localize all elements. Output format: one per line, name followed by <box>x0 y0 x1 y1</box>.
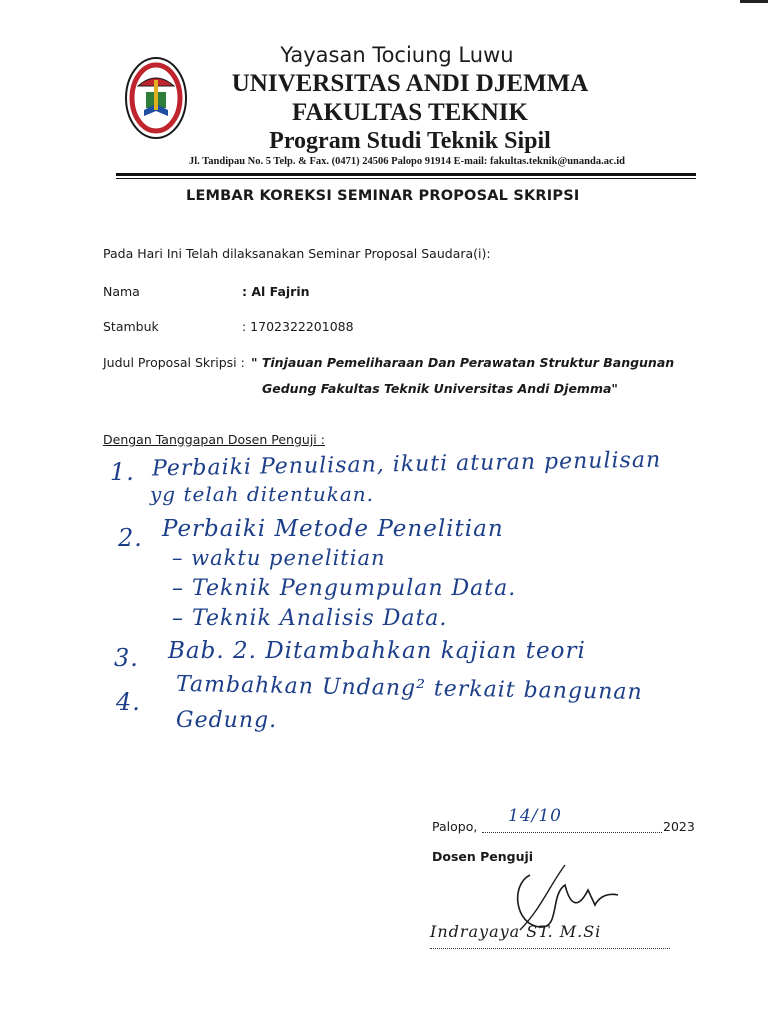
intro-text: Pada Hari Ini Telah dilaksanakan Seminar Proposal Saudara(i): <box>103 246 491 261</box>
letterhead-rule <box>116 173 696 176</box>
date-dotted-line <box>482 832 662 833</box>
item4-number: 4. <box>116 688 141 716</box>
university-logo <box>124 56 188 140</box>
document-title: LEMBAR KOREKSI SEMINAR PROPOSAL SKRIPSI <box>186 188 580 204</box>
item2-sub1: – waktu penelitian <box>172 546 386 570</box>
stambuk-label: Stambuk <box>103 319 159 334</box>
examiner-role: Dosen Penguji <box>432 849 534 864</box>
scan-edge-mark <box>740 0 768 3</box>
item1-line2: yg telah ditentukan. <box>150 482 375 506</box>
address-line: Jl. Tandipau No. 5 Telp. & Fax. (0471) 24506 Palopo 91914 E-mail: fakultas.teknik@unanda.ac.id <box>189 156 625 167</box>
university-name: UNIVERSITAS ANDI DJEMMA <box>231 70 589 97</box>
date-handwritten: 14/10 <box>508 806 562 826</box>
place-label: Palopo, <box>432 819 478 834</box>
item2-line1: Perbaiki Metode Penelitian <box>162 516 504 542</box>
item2-number: 2. <box>118 524 143 552</box>
faculty-name: FAKULTAS TEKNIK <box>292 99 528 126</box>
item1-number: 1. <box>110 458 135 486</box>
item2-sub3: – Teknik Analisis Data. <box>172 606 448 631</box>
letterhead-rule-thin <box>116 178 696 179</box>
foundation-name: Yayasan Tociung Luwu <box>280 43 514 67</box>
stambuk-value: : 1702322201088 <box>242 319 354 334</box>
nama-value: : Al Fajrin <box>242 284 310 299</box>
signer-name-handwritten: Indrayaya ST. M.Si <box>430 922 602 941</box>
nama-label: Nama <box>103 284 140 299</box>
item3-line1: Bab. 2. Ditambahkan kajian teori <box>168 638 586 664</box>
judul-line-2: Gedung Fakultas Teknik Universitas Andi Djemma" <box>262 381 618 396</box>
judul-label: Judul Proposal Skripsi : <box>103 355 245 370</box>
program-name: Program Studi Teknik Sipil <box>269 128 551 154</box>
judul-line-1: " Tinjauan Pemeliharaan Dan Perawatan Struktur Bangunan <box>251 355 675 370</box>
item4-line2: Gedung. <box>176 708 278 733</box>
responses-label: Dengan Tanggapan Dosen Penguji : <box>103 432 325 447</box>
year: 2023 <box>663 819 695 834</box>
item3-number: 3. <box>114 644 139 672</box>
item2-sub2: – Teknik Pengumpulan Data. <box>172 576 517 601</box>
signature-dotted-line <box>430 948 670 949</box>
item1-line1: Perbaiki Penulisan, ikuti aturan penulisan <box>151 447 662 482</box>
item4-line1: Tambahkan Undang² terkait bangunan <box>175 671 643 706</box>
